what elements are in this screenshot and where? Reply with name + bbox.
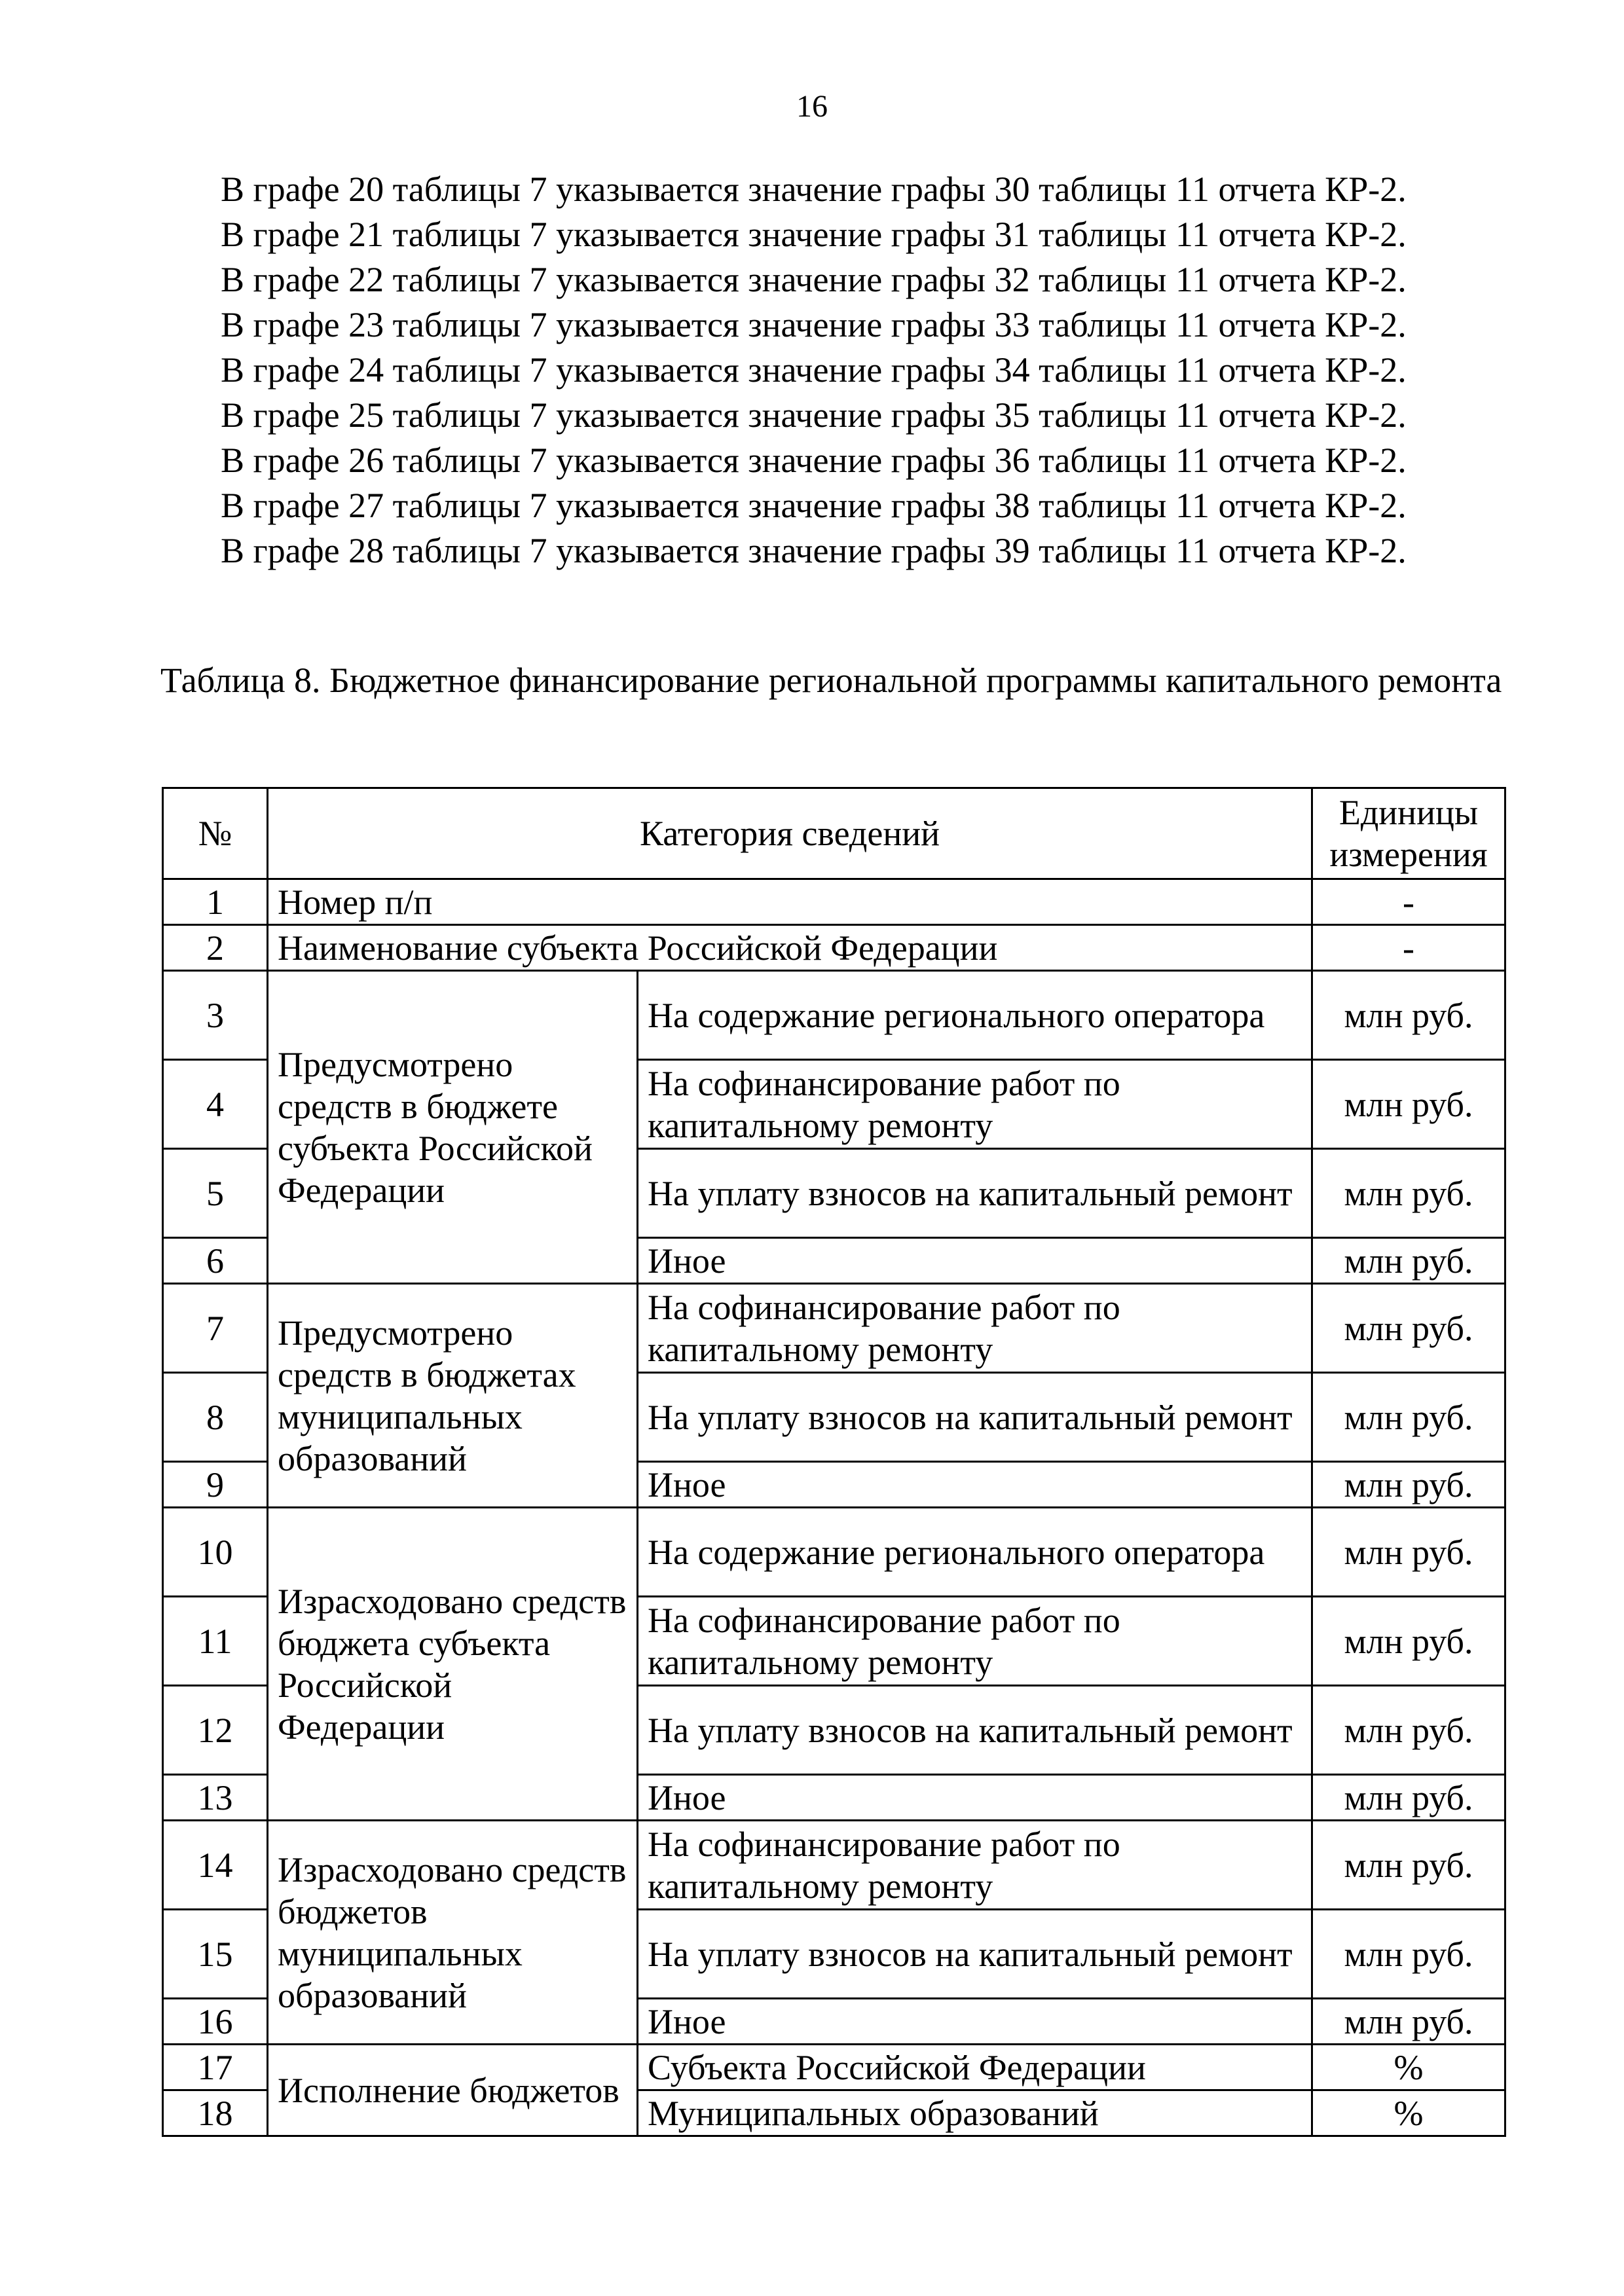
page-number: 16 <box>796 89 828 124</box>
table-caption: Таблица 8. Бюджетное финансирование региональной программы капитального ремонта <box>160 661 1502 700</box>
header-units: Единицы измерения <box>1312 788 1505 879</box>
row-unit: млн руб. <box>1312 1462 1505 1508</box>
row-name: Иное <box>638 1775 1312 1821</box>
paragraph: В графе 21 таблицы 7 указывается значение графы 31 таблицы 11 отчета КР-2. <box>221 215 1407 254</box>
row-name: На содержание регионального оператора <box>638 971 1312 1060</box>
group-label: Израсходовано средств бюджетов муниципальных образований <box>268 1821 638 2045</box>
paragraph: В графе 23 таблицы 7 указывается значение графы 33 таблицы 11 отчета КР-2. <box>221 305 1407 344</box>
row-unit: млн руб. <box>1312 1508 1505 1597</box>
row-name: На софинансирование работ по капитальному ремонту <box>638 1284 1312 1373</box>
row-unit: млн руб. <box>1312 971 1505 1060</box>
row-num: 13 <box>163 1775 268 1821</box>
row-name: Номер п/п <box>268 879 1312 925</box>
budget-financing-table <box>162 787 1506 2137</box>
row-num: 6 <box>163 1238 268 1284</box>
row-name: На уплату взносов на капитальный ремонт <box>638 1686 1312 1775</box>
row-unit: млн руб. <box>1312 1284 1505 1373</box>
table-row <box>163 879 1505 925</box>
row-num: 12 <box>163 1686 268 1775</box>
row-num: 10 <box>163 1508 268 1597</box>
row-num: 4 <box>163 1060 268 1149</box>
table-row <box>163 1508 1505 1597</box>
row-unit: млн руб. <box>1312 1999 1505 2045</box>
row-name: На софинансирование работ по капитальному ремонту <box>638 1060 1312 1149</box>
table-row <box>163 1284 1505 1373</box>
group-label: Предусмотрено средств в бюджетах муниципальных образований <box>268 1284 638 1508</box>
row-num: 5 <box>163 1149 268 1238</box>
row-name: Наименование субъекта Российской Федерации <box>268 925 1312 971</box>
row-name: На уплату взносов на капитальный ремонт <box>638 1373 1312 1462</box>
group-label: Израсходовано средств бюджета субъекта Российской Федерации <box>268 1508 638 1821</box>
table-row <box>163 925 1505 971</box>
row-num: 16 <box>163 1999 268 2045</box>
row-unit: млн руб. <box>1312 1373 1505 1462</box>
row-unit: млн руб. <box>1312 1149 1505 1238</box>
row-num: 15 <box>163 1910 268 1999</box>
row-unit: млн руб. <box>1312 1686 1505 1775</box>
paragraph-block <box>160 167 1536 574</box>
paragraph: В графе 28 таблицы 7 указывается значение графы 39 таблицы 11 отчета КР-2. <box>221 531 1407 570</box>
table-row <box>163 1821 1505 1910</box>
row-num: 17 <box>163 2045 268 2090</box>
group-label: Предусмотрено средств в бюджете субъекта Российской Федерации <box>268 971 638 1284</box>
paragraph: В графе 24 таблицы 7 указывается значение графы 34 таблицы 11 отчета КР-2. <box>221 350 1407 390</box>
row-name: На уплату взносов на капитальный ремонт <box>638 1149 1312 1238</box>
row-unit: млн руб. <box>1312 1775 1505 1821</box>
header-num: № <box>163 788 268 879</box>
row-num: 1 <box>163 879 268 925</box>
paragraph: В графе 22 таблицы 7 указывается значение графы 32 таблицы 11 отчета КР-2. <box>221 260 1407 299</box>
row-unit: % <box>1312 2045 1505 2090</box>
row-unit: % <box>1312 2090 1505 2136</box>
row-num: 18 <box>163 2090 268 2136</box>
row-name: Иное <box>638 1462 1312 1508</box>
paragraph: В графе 20 таблицы 7 указывается значение графы 30 таблицы 11 отчета КР-2. <box>221 170 1407 209</box>
row-name: Иное <box>638 1238 1312 1284</box>
paragraph: В графе 27 таблицы 7 указывается значение графы 38 таблицы 11 отчета КР-2. <box>221 486 1407 525</box>
row-name: Муниципальных образований <box>638 2090 1312 2136</box>
paragraph: В графе 26 таблицы 7 указывается значение графы 36 таблицы 11 отчета КР-2. <box>221 441 1407 480</box>
row-num: 9 <box>163 1462 268 1508</box>
row-num: 11 <box>163 1597 268 1686</box>
header-category: Категория сведений <box>268 788 1312 879</box>
row-num: 3 <box>163 971 268 1060</box>
table-row <box>163 971 1505 1060</box>
row-num: 2 <box>163 925 268 971</box>
row-unit: - <box>1312 879 1505 925</box>
row-unit: млн руб. <box>1312 1910 1505 1999</box>
row-unit: млн руб. <box>1312 1821 1505 1910</box>
group-label: Исполнение бюджетов <box>268 2045 638 2136</box>
table-header-row <box>163 788 1505 879</box>
row-unit: - <box>1312 925 1505 971</box>
row-name: Иное <box>638 1999 1312 2045</box>
row-num: 14 <box>163 1821 268 1910</box>
row-unit: млн руб. <box>1312 1238 1505 1284</box>
row-name: На содержание регионального оператора <box>638 1508 1312 1597</box>
row-unit: млн руб. <box>1312 1060 1505 1149</box>
paragraph: В графе 25 таблицы 7 указывается значение графы 35 таблицы 11 отчета КР-2. <box>221 395 1407 435</box>
row-name: Субъекта Российской Федерации <box>638 2045 1312 2090</box>
row-num: 8 <box>163 1373 268 1462</box>
table-row <box>163 2045 1505 2090</box>
row-name: На уплату взносов на капитальный ремонт <box>638 1910 1312 1999</box>
row-num: 7 <box>163 1284 268 1373</box>
row-name: На софинансирование работ по капитальному ремонту <box>638 1821 1312 1910</box>
row-unit: млн руб. <box>1312 1597 1505 1686</box>
row-name: На софинансирование работ по капитальному ремонту <box>638 1597 1312 1686</box>
